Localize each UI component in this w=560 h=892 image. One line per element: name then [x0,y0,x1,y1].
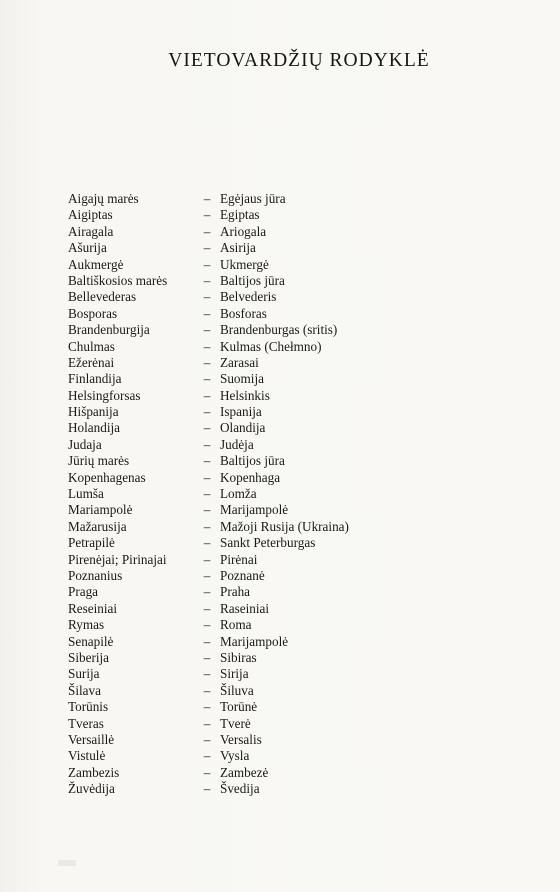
index-row [68,420,349,436]
dash-separator: – [203,551,211,567]
index-row [68,437,349,453]
modern-place-name: Ariogala [220,223,267,239]
index-row [68,191,349,207]
old-place-name: Praga [68,584,99,600]
modern-place-name: Tverė [220,715,251,731]
modern-place-name: Pirėnai [220,551,258,567]
modern-place-name: Lomža [220,486,257,502]
modern-place-name: Helsinkis [220,387,270,403]
index-row [68,535,349,551]
dash-separator: – [203,191,211,206]
index-row [68,781,349,797]
index-row [68,273,349,289]
index-row [68,765,349,781]
index-row [68,502,349,518]
modern-place-name: Poznanė [220,567,265,583]
place-name-index [68,191,349,797]
modern-place-name: Sirija [220,666,249,682]
index-row [68,552,349,568]
index-row [68,568,349,584]
dash-separator: – [203,600,211,616]
index-row [68,519,349,535]
index-row [68,470,349,486]
modern-place-name: Versalis [220,731,262,747]
dash-separator: – [203,633,211,649]
index-row [68,240,349,256]
modern-place-name: Sankt Peterburgas [220,535,316,551]
modern-place-name: Egėjaus jūra [220,191,286,206]
dash-separator: – [203,584,211,600]
index-row [68,207,349,223]
dash-separator: – [203,305,211,321]
modern-place-name: Praha [220,584,251,600]
modern-place-name: Bosforas [220,305,267,321]
modern-place-name: Ukmergė [220,256,269,272]
index-row [68,371,349,387]
dash-separator: – [203,649,211,665]
old-place-name: Aigiptas [68,207,113,223]
old-place-name: Mažarusija [68,518,127,534]
old-place-name: Tveras [68,715,104,731]
dash-separator: – [203,682,211,698]
old-place-name: Rymas [68,617,105,633]
page-title: VIETOVARDŽIŲ RODYKLĖ [168,50,430,71]
index-row [68,601,349,617]
old-place-name: Jūrių marės [68,453,130,469]
old-place-name: Hišpanija [68,404,119,420]
old-place-name: Ašurija [68,240,107,256]
index-row [68,339,349,355]
index-row [68,748,349,764]
old-place-name: Brandenburgija [68,322,150,338]
modern-place-name: Torūnė [220,699,258,715]
old-place-name: Torūnis [68,699,109,715]
dash-separator: – [203,420,211,436]
old-place-name: Žuvėdija [68,781,115,797]
dash-separator: – [203,371,211,387]
old-place-name: Kopenhagenas [68,469,146,485]
dash-separator: – [203,535,211,551]
old-place-name: Ežerėnai [68,354,115,370]
index-row [68,224,349,240]
modern-place-name: Belvederis [220,289,277,305]
old-place-name: Aigajų marės [68,191,139,206]
old-place-name: Bosporas [68,305,118,321]
index-row [68,650,349,666]
old-place-name: Holandija [68,420,121,436]
modern-place-name: Mažoji Rusija (Ukraina) [220,518,349,534]
index-row [68,388,349,404]
index-row [68,289,349,305]
modern-place-name: Vysla [220,748,250,764]
old-place-name: Siberija [68,649,110,665]
old-place-name: Bellevederas [68,289,137,305]
dash-separator: – [203,272,211,288]
dash-separator: – [203,469,211,485]
dash-separator: – [203,453,211,469]
modern-place-name: Šiluva [220,682,254,698]
index-row [68,486,349,502]
modern-place-name: Ispanija [220,404,262,420]
modern-place-name: Raseiniai [220,600,270,616]
modern-place-name: Egiptas [220,207,260,223]
old-place-name: Finlandija [68,371,122,387]
index-row [68,683,349,699]
dash-separator: – [203,354,211,370]
index-row [68,584,349,600]
old-place-name: Airagala [68,223,114,239]
modern-place-name: Roma [220,617,252,633]
dash-separator: – [203,518,211,534]
dash-separator: – [203,699,211,715]
dash-separator: – [203,223,211,239]
index-row [68,355,349,371]
dash-separator: – [203,387,211,403]
index-row [68,617,349,633]
index-row [68,453,349,469]
old-place-name: Zambezis [68,764,120,780]
old-place-name: Senapilė [68,633,114,649]
index-row [68,404,349,420]
modern-place-name: Asirija [220,240,256,256]
dash-separator: – [203,748,211,764]
modern-place-name: Kopenhaga [220,469,281,485]
modern-place-name: Suomija [220,371,264,387]
index-row [68,732,349,748]
old-place-name: Baltiškosios marės [68,272,168,288]
dash-separator: – [203,436,211,452]
old-place-name: Reseiniai [68,600,118,616]
index-row [68,666,349,682]
dash-separator: – [203,338,211,354]
old-place-name: Versaillė [68,731,115,747]
dash-separator: – [203,207,211,223]
dash-separator: – [203,764,211,780]
index-row [68,716,349,732]
dash-separator: – [203,289,211,305]
dash-separator: – [203,404,211,420]
modern-place-name: Baltijos jūra [220,453,285,469]
modern-place-name: Olandija [220,420,266,436]
old-place-name: Aukmergė [68,256,124,272]
dash-separator: – [203,731,211,747]
dash-separator: – [203,322,211,338]
old-place-name: Vistulė [68,748,106,764]
modern-place-name: Sibiras [220,649,257,665]
old-place-name: Pirenėjai; Pirinajai [68,551,167,567]
page-footer-smudge [58,860,76,866]
modern-place-name: Baltijos jūra [220,272,285,288]
index-row [68,306,349,322]
modern-place-name: Zambezė [220,764,269,780]
modern-place-name: Judėja [220,436,254,452]
dash-separator: – [203,486,211,502]
dash-separator: – [203,666,211,682]
dash-separator: – [203,567,211,583]
old-place-name: Judaja [68,436,102,452]
dash-separator: – [203,715,211,731]
old-place-name: Helsingforsas [68,387,141,403]
old-place-name: Chulmas [68,338,115,354]
dash-separator: – [203,781,211,797]
modern-place-name: Brandenburgas (sritis) [220,322,338,338]
old-place-name: Mariampolė [68,502,133,518]
dash-separator: – [203,256,211,272]
dash-separator: – [203,617,211,633]
old-place-name: Petrapilė [68,535,115,551]
index-row [68,699,349,715]
old-place-name: Lumša [68,486,104,502]
index-row [68,257,349,273]
old-place-name: Poznanius [68,567,123,583]
modern-place-name: Marijampolė [220,633,289,649]
index-row [68,634,349,650]
modern-place-name: Kulmas (Chełmno) [220,338,322,354]
old-place-name: Surija [68,666,100,682]
modern-place-name: Švedija [220,781,260,797]
old-place-name: Šilava [68,682,101,698]
index-row [68,322,349,338]
dash-separator: – [203,502,211,518]
dash-separator: – [203,240,211,256]
modern-place-name: Zarasai [220,354,259,370]
modern-place-name: Marijampolė [220,502,289,518]
